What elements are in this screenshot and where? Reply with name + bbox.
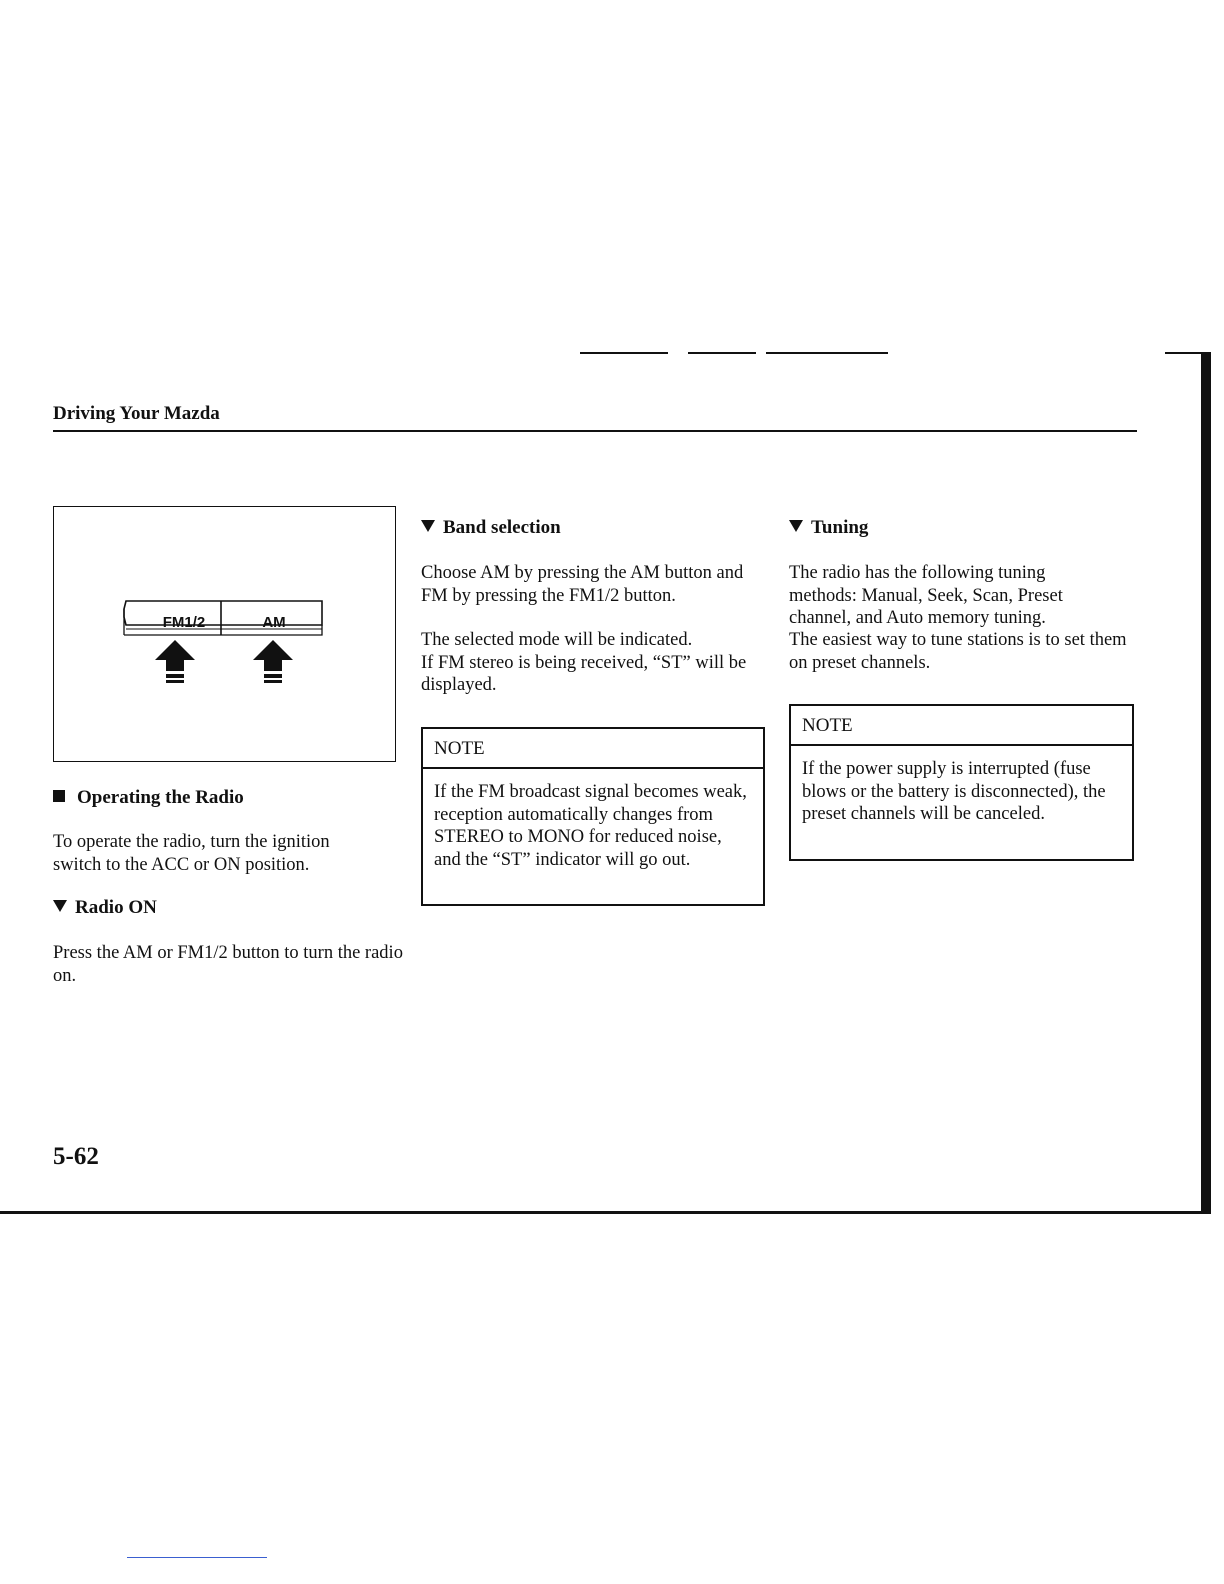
am-button-label: AM: [262, 614, 286, 631]
fm-button-label: FM1/2: [162, 614, 206, 631]
top-dash-1: [580, 352, 668, 354]
tuning-text-2: The easiest way to tune stations is to set them on preset channels.: [789, 630, 1127, 673]
note-text: If the FM broadcast signal becomes weak, reception automatically changes from STEREO to MONO for reduced noise, and the “ST” indicator will go out.: [434, 782, 747, 870]
band-selection-text: Choose AM by pressing the AM button and FM by pressing the FM1/2 button.: [421, 563, 744, 606]
up-arrow-icon: [253, 640, 293, 683]
band-selection-text-2: [421, 629, 766, 697]
mode-indicated-line: The selected mode will be indicated.: [421, 630, 693, 650]
square-bullet-icon: [53, 790, 65, 802]
radio-buttons-illustration: [54, 507, 394, 760]
bottom-mark: [127, 1557, 267, 1558]
page-number: 5-62: [53, 1143, 99, 1170]
operating-radio-text: To operate the radio, turn the ignition switch to the ACC or ON position.: [53, 832, 330, 875]
note-box-fm: [421, 727, 765, 906]
stereo-indicator-line: If FM stereo is being received, “ST” will be displayed.: [421, 652, 747, 695]
tuning-heading: Tuning: [789, 517, 868, 539]
note-title: NOTE: [791, 706, 1132, 746]
radio-figure: [53, 506, 396, 762]
note-box-preset: [789, 704, 1134, 861]
tuning-text: The radio has the following tuning methods: Manual, Seek, Scan, Preset channel, and Auto memory tuning.: [789, 563, 1063, 628]
radio-on-text: Press the AM or FM1/2 button to turn the radio on.: [53, 943, 403, 986]
header-rule: [53, 430, 1137, 432]
radio-on-heading: Radio ON: [53, 897, 157, 919]
footer-rule: [0, 1211, 1211, 1214]
operating-radio-heading: Operating the Radio: [53, 787, 244, 809]
section-title: Driving Your Mazda: [53, 403, 220, 424]
band-selection-heading: Band selection: [421, 517, 561, 539]
triangle-bullet-icon: [53, 900, 67, 912]
binding-edge: [1201, 352, 1211, 1214]
triangle-bullet-icon: [789, 520, 803, 532]
top-dash-3: [766, 352, 888, 354]
note-title: NOTE: [423, 729, 763, 769]
note-text: If the power supply is interrupted (fuse blows or the battery is disconnected), the preset channels will be canceled.: [802, 759, 1106, 824]
up-arrow-icon: [155, 640, 195, 683]
top-dash-2: [688, 352, 756, 354]
triangle-bullet-icon: [421, 520, 435, 532]
